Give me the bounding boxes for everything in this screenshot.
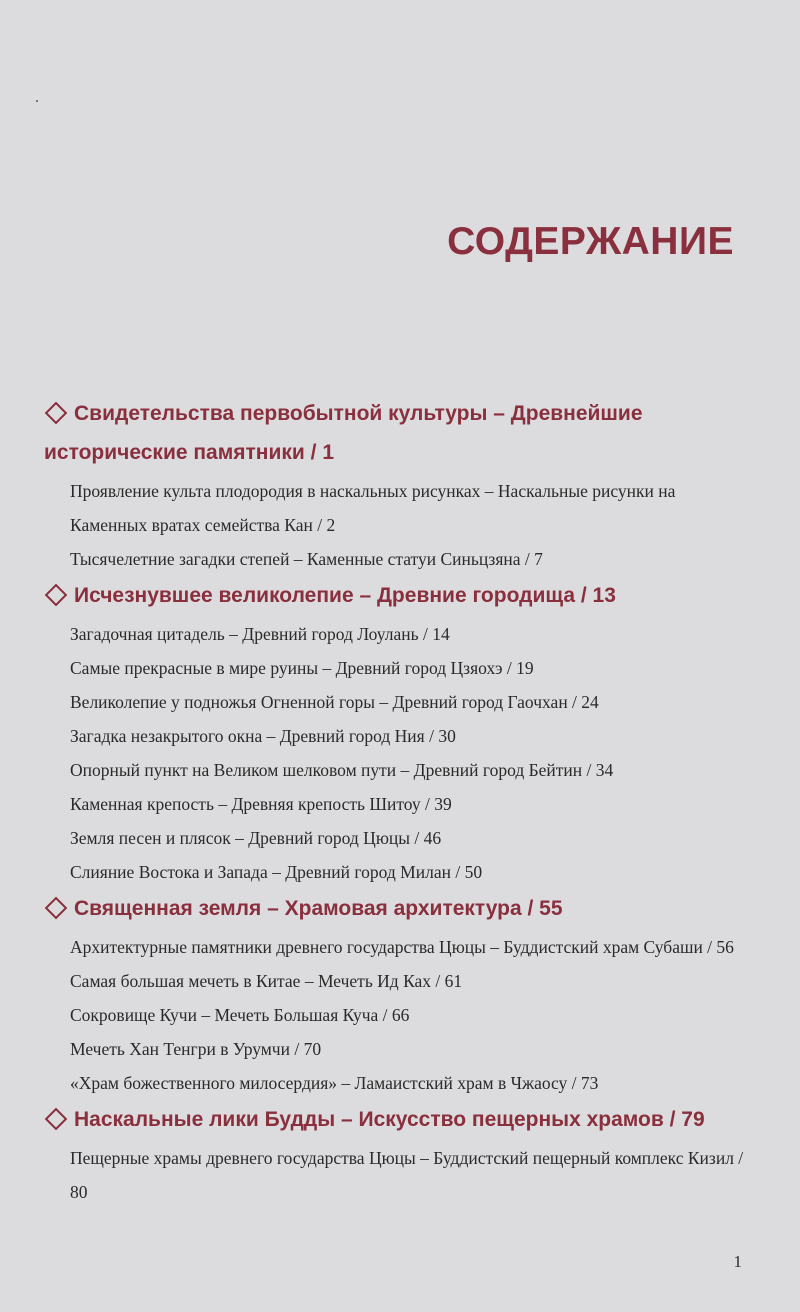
toc-entry: Опорный пункт на Великом шелковом пути – Древний город Бейтин / 34 — [70, 760, 614, 780]
diamond-icon — [45, 897, 68, 920]
toc-entry: Тысячелетние загадки степей – Каменные статуи Синьцзяна / 7 — [70, 549, 543, 569]
toc-entry: «Храм божественного милосердия» – Ламаистский храм в Чжаосу / 73 — [70, 1073, 599, 1093]
section-heading-text: Свидетельства первобытной культуры – Древнейшие исторические памятники / 1 — [44, 402, 643, 464]
section-heading-text: Наскальные лики Будды – Искусство пещерных храмов / 79 — [74, 1108, 705, 1131]
table-of-contents — [44, 394, 754, 1209]
toc-section — [44, 394, 754, 576]
toc-section — [44, 576, 754, 889]
diamond-icon — [45, 1108, 68, 1131]
section-heading — [44, 889, 754, 928]
section-heading — [44, 576, 754, 615]
section-entries — [44, 474, 754, 576]
toc-entry: Каменная крепость – Древняя крепость Шитоу / 39 — [70, 794, 452, 814]
section-heading — [44, 1100, 754, 1139]
diamond-icon — [45, 584, 68, 607]
section-entries — [44, 1141, 754, 1209]
toc-entry: Пещерные храмы древнего государства Цюцы – Буддистский пещерный комплекс Кизил / 80 — [70, 1148, 744, 1202]
toc-entry: Слияние Востока и Запада – Древний город Милан / 50 — [70, 862, 483, 882]
section-entries — [44, 617, 754, 889]
toc-entry: Мечеть Хан Тенгри в Урумчи / 70 — [70, 1039, 322, 1059]
toc-entry: Земля песен и плясок – Древний город Цюцы / 46 — [70, 828, 442, 848]
toc-entry: Архитектурные памятники древнего государства Цюцы – Буддистский храм Субаши / 56 — [70, 937, 734, 957]
toc-entry: Загадочная цитадель – Древний город Лоулань / 14 — [70, 624, 450, 644]
page-number: 1 — [733, 1252, 742, 1271]
toc-entry: Самые прекрасные в мире руины – Древний город Цзяохэ / 19 — [70, 658, 534, 678]
page-title: СОДЕРЖАНИЕ — [447, 220, 734, 263]
toc-entry: Сокровище Кучи – Мечеть Большая Куча / 66 — [70, 1005, 410, 1025]
section-heading-text: Священная земля – Храмовая архитектура / 55 — [74, 897, 563, 920]
section-heading-text: Исчезнувшее великолепие – Древние городища / 13 — [74, 584, 616, 607]
toc-entry: Проявление культа плодородия в наскальных рисунках – Наскальные рисунки на Каменных вратах семейства Кан / 2 — [70, 481, 676, 535]
toc-section — [44, 889, 754, 1100]
toc-section — [44, 1100, 754, 1209]
toc-entry: Великолепие у подножья Огненной горы – Древний город Гаочхан / 24 — [70, 692, 599, 712]
section-heading — [44, 394, 754, 472]
section-entries — [44, 930, 754, 1100]
diamond-icon — [45, 402, 68, 425]
toc-entry: Самая большая мечеть в Китае – Мечеть Ид Ках / 61 — [70, 971, 463, 991]
toc-entry: Загадка незакрытого окна – Древний город Ния / 30 — [70, 726, 456, 746]
scan-speck — [36, 100, 38, 102]
